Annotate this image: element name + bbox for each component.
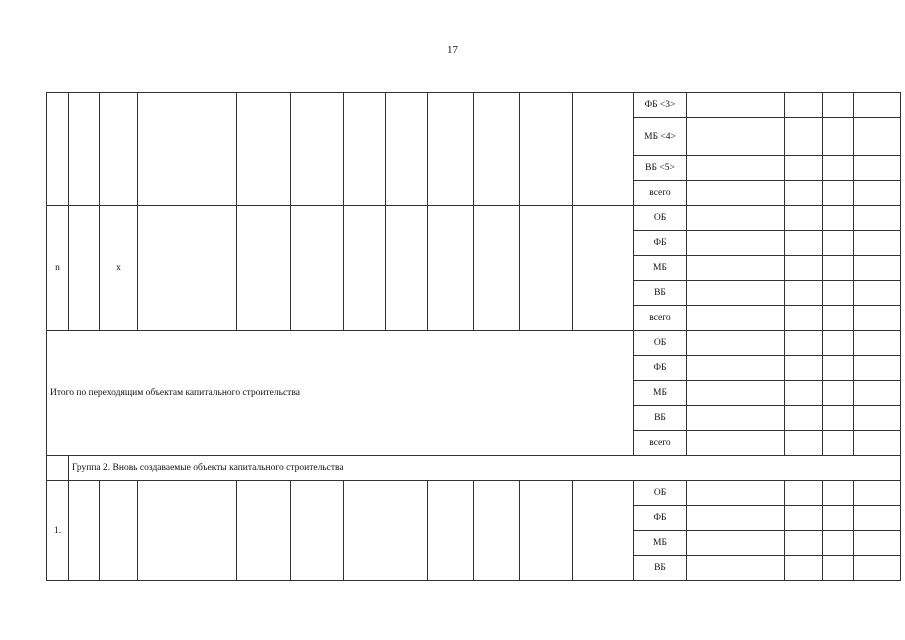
cell [823,556,854,581]
cell [520,93,573,206]
cell [823,306,854,331]
cell [785,281,823,306]
fund-source-label: МБ [634,256,687,281]
cell [138,481,237,581]
cell [520,481,573,581]
cell [138,206,237,331]
cell [687,381,785,406]
cell [823,381,854,406]
cell [687,231,785,256]
cell [854,331,901,356]
cell [785,231,823,256]
cell [854,356,901,381]
cell [687,431,785,456]
cell-num: 1. [47,481,69,581]
cell [823,331,854,356]
cell [785,206,823,231]
cell-num [47,93,69,206]
cell [854,206,901,231]
fund-source-label: ФБ [634,506,687,531]
cell [785,156,823,181]
cell [785,381,823,406]
cell [344,481,428,581]
cell [823,531,854,556]
cell [823,431,854,456]
cell [687,118,785,156]
fund-source-label: ВБ [634,281,687,306]
cell [823,406,854,431]
fund-source-label: ФБ [634,356,687,381]
table-row [47,206,901,231]
cell [823,93,854,118]
cell [100,481,138,581]
cell [854,118,901,156]
fund-source-label: ВБ <5> [634,156,687,181]
cell [785,331,823,356]
cell [785,506,823,531]
cell [687,281,785,306]
cell [428,481,474,581]
cell [237,481,291,581]
cell [854,281,901,306]
cell [823,256,854,281]
table-row [47,481,901,506]
fund-source-label: ВБ [634,406,687,431]
cell [854,406,901,431]
budget-table [46,92,901,581]
cell [573,481,634,581]
cell [785,431,823,456]
cell [785,531,823,556]
cell-num: n [47,206,69,331]
fund-source-label: МБ [634,531,687,556]
cell [687,356,785,381]
fund-source-label: ВБ [634,556,687,581]
fund-source-label: всего [634,306,687,331]
cell-marker: x [100,206,138,331]
fund-source-label: МБ <4> [634,118,687,156]
cell [573,93,634,206]
cell [785,93,823,118]
table-row [47,93,901,118]
cell [854,93,901,118]
cell [237,206,291,331]
cell [823,506,854,531]
cell [687,406,785,431]
cell [854,381,901,406]
cell [69,481,100,581]
cell [823,281,854,306]
cell [138,93,237,206]
cell [344,206,386,331]
fund-source-label: ОБ [634,481,687,506]
cell [428,93,474,206]
cell [520,206,573,331]
cell [100,93,138,206]
cell [823,356,854,381]
cell [687,306,785,331]
fund-source-label: всего [634,181,687,206]
cell [854,256,901,281]
cell [854,431,901,456]
cell [823,231,854,256]
cell [69,93,100,206]
cell [854,306,901,331]
cell [785,481,823,506]
cell [47,456,69,481]
cell [687,156,785,181]
cell [291,93,344,206]
cell [237,93,291,206]
cell [687,256,785,281]
cell [823,156,854,181]
cell [854,481,901,506]
cell [823,118,854,156]
table-row [47,331,901,356]
cell [785,406,823,431]
group-header-row [47,456,901,481]
cell [428,206,474,331]
cell [687,481,785,506]
cell [854,181,901,206]
fund-source-label: всего [634,431,687,456]
fund-source-label: ОБ [634,206,687,231]
cell [785,181,823,206]
cell [474,206,520,331]
group-title: Группа 2. Вновь создаваемые объекты капитального строительства [69,456,901,481]
totals-label: Итого по переходящим объектам капитального строительства [47,331,634,456]
cell [854,531,901,556]
cell [474,481,520,581]
cell [573,206,634,331]
cell [386,93,428,206]
cell [687,181,785,206]
cell [854,506,901,531]
cell [291,481,344,581]
cell [854,231,901,256]
fund-source-label: МБ [634,381,687,406]
cell [687,206,785,231]
cell [785,556,823,581]
cell [823,181,854,206]
cell [785,306,823,331]
cell [854,156,901,181]
cell [69,206,100,331]
cell [344,93,386,206]
fund-source-label: ОБ [634,331,687,356]
cell [823,206,854,231]
cell [854,556,901,581]
cell [785,118,823,156]
cell [386,206,428,331]
cell [291,206,344,331]
cell [785,356,823,381]
page-number: 17 [447,44,458,56]
cell [687,556,785,581]
cell [687,506,785,531]
cell [823,481,854,506]
cell [785,256,823,281]
fund-source-label: ФБ <3> [634,93,687,118]
cell [474,93,520,206]
cell [687,93,785,118]
cell [687,331,785,356]
cell [687,531,785,556]
fund-source-label: ФБ [634,231,687,256]
